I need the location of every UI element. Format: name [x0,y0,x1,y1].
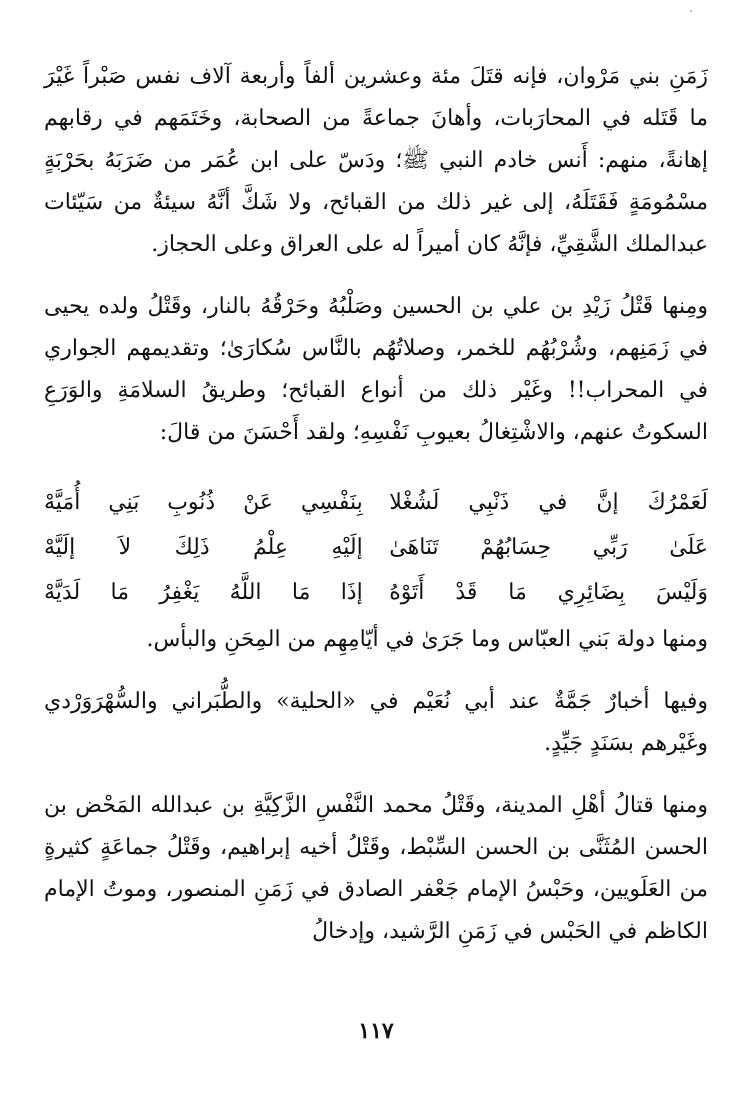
verse-first-hemistich: وَلَيْسَ بِضَائِرِي مَا قَدْ أَتَوْهُ [389,580,708,605]
poem-verse [44,480,708,525]
poem-verse [44,570,708,615]
page-number: ١١٧ [358,1018,394,1044]
scan-speck [690,10,692,12]
poem-block [44,480,708,615]
paragraph-1: زَمَنِ بني مَرْوان، فإنه قتَلَ مئة وعشرين ألفاً وأربعة آلاف نفس صَبْراً غَيْرَ ما قَتَله في المحارَبات، وأهانَ جماعةً من الصحابة، وخَتَمَهم في رقابهم إهانةً، منهم: أَنس خادم النبي ﷺ؛ ودَسّ على ابن عُمَر من ضَرَبَهُ بحَرْبَةٍ مسْمُومَةٍ فَقَتَلَهُ، إلى غير ذلك من القبائح، ولا شَكَّ أنَّهُ سيئةٌ من سَيّئات عبدالملك الشَّقِيِّ، فإنَّهُ كان أميراً له على العراق وعلى الحجاز. [44,64,708,257]
verse-second-hemistich: إذَا مَا اللَّهُ يَغْفِرُ مَا لَدَيَّهْ [44,580,363,605]
paragraph-5: ومنها قتالُ أهْلِ المدينة، وقَتْلُ محمد النَّفْسِ الزَّكِيَّةِ بن عبدالله المَحْض بن الحسن المُثَنَّى بن الحسن السِّبْط، وقَتْلُ أخيه إبراهيم، وقَتْلُ جماعَةٍ كثيرةٍ من العَلَويين، وحَبْسُ الإمام جَعْفر الصادق في زَمَنِ المنصور، وموتُ الإمام الكاظم في الحَبْس في زَمَنِ الرَّشيد، وإدخالُ [44,793,708,944]
paragraph-2: ومِنها قَتْلُ زَيْدِ بن علي بن الحسين وصَلْبُهُ وحَرْقُهُ بالنار، وقَتْلُ ولده يحيى في زَمَنِهم، وشُرْبُهُم للخمر، وصلاتُهُم بالنَّاس سُكارَىٰ؛ وتقديمهم الجواري في المحراب!! وغَيْر ذلك من أنواع القبائح؛ وطريقُ السلامَةِ والوَرَعِ السكوتُ عنهم، والاشْتِغالُ بعيوبِ نَفْسِهِ؛ ولقد أَحْسَنَ من قالَ: [44,294,708,445]
verse-second-hemistich: بِنَفْسِي عَنْ ذُنُوبِ بَنِي أُمَيَّهْ [44,490,363,515]
verse-second-hemistich: إلَيْهِ عِلْمُ ذَلِكَ لاَ إلَيَّهْ [44,535,363,560]
verse-first-hemistich: لَعَمْرُكَ إنَّ في ذَنْبِي لَشُغْلا [389,490,708,515]
verse-first-hemistich: عَلَىٰ رَبِّي حِسَابُهُمْ تَنَاهَىٰ [389,535,708,560]
poem-verse [44,525,708,570]
page-body [44,56,708,1060]
paragraph-4: وفيها أخبارٌ جَمَّةٌ عند أبي نُعَيْم في «الحلية» والطُّبَراني والسُّهْرَوَرْدي وغَيْرهم بسَنَدٍ جَيِّدٍ. [44,689,708,756]
paragraph-3: ومنها دولة بَني العبّاس وما جَرَىٰ في أيّامِهِم من المِحَنِ والبأس. [146,627,708,652]
